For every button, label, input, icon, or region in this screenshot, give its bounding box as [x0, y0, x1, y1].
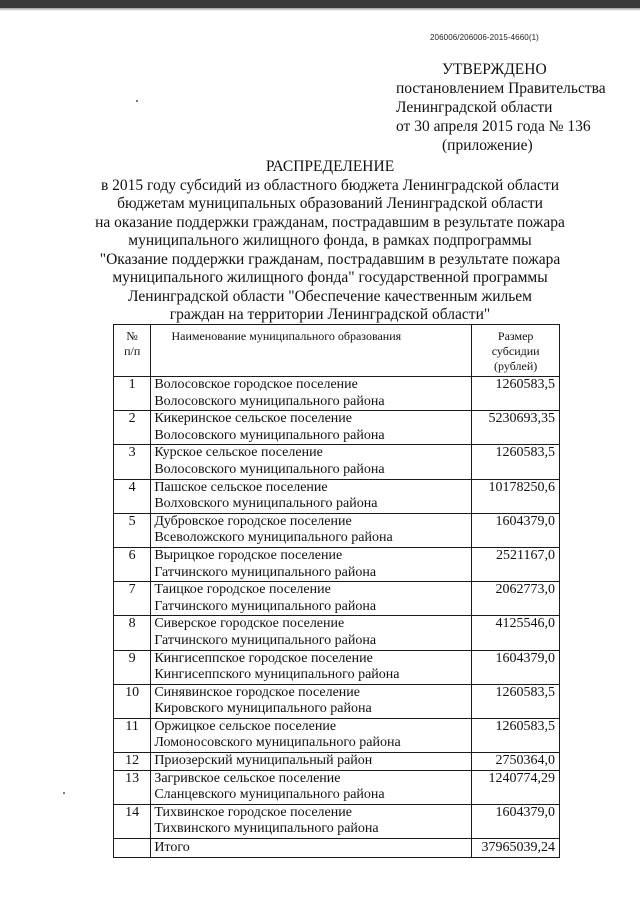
row-amount: 1604379,0: [472, 513, 560, 547]
header-name: Наименование муниципального образования: [151, 325, 472, 377]
subsidy-table: [113, 324, 560, 858]
table-row: [114, 582, 560, 616]
row-number: 12: [114, 753, 151, 771]
row-amount: 2521167,0: [472, 547, 560, 581]
document-title: [60, 158, 600, 325]
row-amount: 2750364,0: [472, 753, 560, 771]
row-number: 7: [114, 582, 151, 616]
scan-top-border: [0, 0, 640, 8]
row-name: Приозерский муниципальный район: [151, 753, 472, 771]
row-name: Дубровское городское поселение Всеволожского муниципального района: [151, 513, 472, 547]
approval-line: постановлением Правительства: [396, 80, 606, 97]
row-number: 9: [114, 650, 151, 684]
row-name: Синявинское городское поселение Кировского муниципального района: [151, 684, 472, 718]
row-name: Сиверское городское поселение Гатчинского муниципального района: [151, 616, 472, 650]
row-name: Таицкое городское поселение Гатчинского муниципального района: [151, 582, 472, 616]
approval-stamp: УТВЕРЖДЕНО: [442, 61, 547, 78]
row-name: Тихвинское городское поселение Тихвинского муниципального района: [151, 804, 472, 838]
row-amount: 1604379,0: [472, 650, 560, 684]
title-line: граждан на территории Ленинградской области": [169, 306, 491, 323]
title-line: Ленинградской области "Обеспечение качественным жильем: [128, 287, 532, 305]
row-amount: 1260583,5: [472, 377, 560, 411]
row-name: Кикеринское сельское поселение Волосовского муниципального района: [151, 411, 472, 445]
row-number: 4: [114, 479, 151, 513]
table-row: [114, 377, 560, 411]
row-number: 10: [114, 684, 151, 718]
row-amount: 10178250,6: [472, 479, 560, 513]
row-amount: 4125546,0: [472, 616, 560, 650]
row-number: 6: [114, 547, 151, 581]
row-name: Загривское сельское поселение Сланцевского муниципального района: [151, 770, 472, 804]
row-amount: 1240774,29: [472, 770, 560, 804]
row-number: 13: [114, 770, 151, 804]
row-name: Вырицкое городское поселение Гатчинского муниципального района: [151, 547, 472, 581]
title-line: на оказание поддержки гражданам, пострадавшим в результате пожара: [95, 213, 565, 231]
row-number: 14: [114, 804, 151, 838]
total-label: Итого: [151, 839, 472, 858]
title-line: в 2015 году субсидий из областного бюджета Ленинградской области: [100, 176, 559, 194]
header-number: № п/п: [114, 325, 151, 377]
document-number: 206006/206006-2015-4660(1): [430, 33, 539, 42]
row-number: 8: [114, 616, 151, 650]
approval-date: от 30 апреля 2015 года № 136: [396, 118, 591, 135]
row-amount: 2062773,0: [472, 582, 560, 616]
title-line: бюджетам муниципальных образований Ленинградской области: [117, 195, 543, 212]
row-name: Оржицкое сельское поселение Ломоносовского муниципального района: [151, 718, 472, 752]
scan-speck: [136, 100, 138, 102]
table-row: [114, 753, 560, 771]
table-header-row: [114, 325, 560, 377]
header-amount: Размер субсидии (рублей): [472, 325, 560, 377]
title-line: муниципального жилищного фонда, в рамках подпрограммы: [128, 232, 532, 249]
table-total-row: [114, 839, 560, 858]
row-number: 2: [114, 411, 151, 445]
row-number: 3: [114, 445, 151, 479]
row-number: 1: [114, 377, 151, 411]
row-name: Пашское сельское поселение Волховского муниципального района: [151, 479, 472, 513]
table-row: [114, 684, 560, 718]
total-amount: 37965039,24: [472, 839, 560, 858]
approval-block: [396, 60, 606, 155]
row-amount: 1604379,0: [472, 804, 560, 838]
row-amount: 5230693,35: [472, 411, 560, 445]
approval-line: Ленинградской области: [396, 99, 553, 116]
row-name: Волосовское городское поселение Волосовского муниципального района: [151, 377, 472, 411]
approval-annex: (приложение): [442, 137, 533, 154]
row-number: 5: [114, 513, 151, 547]
row-amount: 1260583,5: [472, 718, 560, 752]
table-row: [114, 650, 560, 684]
table-row: [114, 547, 560, 581]
title-heading: РАСПРЕДЕЛЕНИЕ: [265, 158, 395, 175]
scan-speck: [63, 792, 65, 794]
table-row: [114, 479, 560, 513]
table-row: [114, 718, 560, 752]
row-amount: 1260583,5: [472, 684, 560, 718]
table-row: [114, 411, 560, 445]
title-line: муниципального жилищного фонда" государственной программы: [112, 269, 548, 286]
table-row: [114, 804, 560, 838]
row-name: Кингисеппское городское поселение Кингисеппского муниципального района: [151, 650, 472, 684]
row-amount: 1260583,5: [472, 445, 560, 479]
row-name: Курское сельское поселение Волосовского муниципального района: [151, 445, 472, 479]
table-row: [114, 616, 560, 650]
table-row: [114, 445, 560, 479]
title-line: "Оказание поддержки гражданам, пострадавшим в результате пожара: [99, 250, 561, 268]
table-row: [114, 770, 560, 804]
total-number-cell: [114, 839, 151, 858]
row-number: 11: [114, 718, 151, 752]
table-row: [114, 513, 560, 547]
